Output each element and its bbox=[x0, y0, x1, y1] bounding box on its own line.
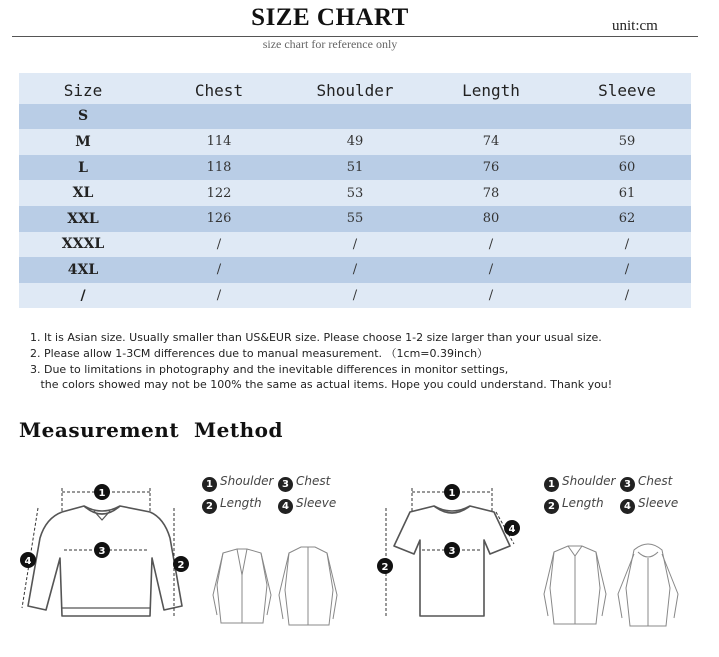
measurement-cell: 80 bbox=[419, 206, 563, 232]
measure-marker-3 bbox=[94, 542, 110, 558]
measurement-cell: / bbox=[563, 257, 691, 283]
column-header: Size bbox=[63, 81, 103, 101]
measurement-cell: / bbox=[488, 236, 494, 252]
note-line: the colors showed may not be 100% the same as actual items. Hope you could understand. Thank you! bbox=[30, 378, 613, 392]
number-2-icon: 2 bbox=[202, 499, 217, 514]
measurement-cell: 118 bbox=[147, 155, 291, 181]
measurement-legend-left bbox=[202, 474, 352, 514]
measurement-cell: 51 bbox=[291, 155, 419, 181]
sweatshirt-diagram bbox=[14, 478, 204, 628]
table-row bbox=[19, 232, 691, 258]
table-row bbox=[19, 180, 691, 206]
tshirt-diagram bbox=[372, 478, 532, 628]
measure-marker-1 bbox=[444, 484, 460, 500]
number-4-icon: 4 bbox=[620, 499, 635, 514]
note-line: 2. Please allow 1-3CM differences due to manual measurement. （1cm=0.39inch） bbox=[30, 346, 489, 360]
measurement-cell: 49 bbox=[346, 134, 364, 150]
measurement-cell: / bbox=[216, 236, 222, 252]
legend-label: Chest bbox=[638, 474, 673, 488]
number-3-icon: 3 bbox=[620, 477, 635, 492]
measurement-cell: / bbox=[291, 257, 419, 283]
column-header: Shoulder bbox=[316, 81, 394, 101]
measurement-cell: 126 bbox=[147, 206, 291, 232]
measurement-cell: 62 bbox=[563, 206, 691, 232]
table-row bbox=[19, 155, 691, 181]
number-1-icon: 1 bbox=[202, 477, 217, 492]
svg-text:4: 4 bbox=[24, 556, 32, 567]
note-line: 3. Due to limitations in photography and the inevitable differences in monitor settings, bbox=[30, 362, 509, 376]
table-row bbox=[19, 206, 691, 232]
sweatshirt-shape bbox=[28, 506, 182, 616]
measurement-cell: 55 bbox=[291, 206, 419, 232]
size-cell: / bbox=[80, 287, 86, 304]
legend-label: Sleeve bbox=[638, 496, 679, 510]
measurement-cell bbox=[291, 104, 419, 130]
measurement-cell: / bbox=[352, 288, 358, 304]
measurement-cell: / bbox=[624, 236, 630, 252]
measure-marker-1 bbox=[94, 484, 110, 500]
measurement-cell: 74 bbox=[482, 134, 500, 150]
size-cell: XL bbox=[72, 185, 94, 202]
size-notes bbox=[30, 330, 612, 393]
legend-label: Chest bbox=[296, 474, 331, 488]
subtitle: size chart for reference only bbox=[262, 37, 398, 51]
size-cell: XXL bbox=[19, 206, 147, 232]
size-cell: M bbox=[75, 133, 91, 150]
zip-jacket-sketch bbox=[285, 547, 333, 625]
measurement-cell: 59 bbox=[618, 134, 636, 150]
number-2-icon: 2 bbox=[544, 499, 559, 514]
unit-label: unit:cm bbox=[612, 18, 658, 34]
measure-marker-3 bbox=[444, 542, 460, 558]
measurement-legend-right bbox=[544, 474, 694, 514]
measurement-cell: / bbox=[488, 288, 494, 304]
measurement-cell: 114 bbox=[206, 134, 232, 150]
measurement-cell: / bbox=[147, 257, 291, 283]
svg-text:4: 4 bbox=[508, 524, 516, 535]
measurement-cell: / bbox=[419, 257, 563, 283]
measurement-cell bbox=[147, 104, 291, 130]
svg-text:2: 2 bbox=[381, 562, 389, 573]
size-cell: S bbox=[19, 104, 147, 130]
tshirt-shape bbox=[394, 506, 510, 616]
column-header: Chest bbox=[194, 81, 244, 101]
measure-marker-2 bbox=[377, 558, 393, 574]
number-4-icon: 4 bbox=[278, 499, 293, 514]
measurement-cell: 122 bbox=[206, 185, 232, 201]
note-line: 1. It is Asian size. Usually smaller than US&EUR size. Please choose 1-2 size larger than your usual size. bbox=[30, 331, 602, 344]
measure-marker-4 bbox=[504, 520, 520, 536]
size-table-container bbox=[19, 73, 691, 308]
measurement-cell: 76 bbox=[419, 155, 563, 181]
legend-label: Shoulder bbox=[220, 474, 274, 488]
number-3-icon: 3 bbox=[278, 477, 293, 492]
size-cell: XXXL bbox=[61, 236, 105, 253]
table-header-row bbox=[19, 78, 691, 104]
measure-marker-4 bbox=[20, 552, 36, 568]
legend-label: Length bbox=[220, 496, 262, 510]
column-header: Length bbox=[462, 81, 520, 101]
page-title: SIZE CHART bbox=[251, 4, 409, 31]
measurement-cell: / bbox=[352, 236, 358, 252]
measurement-cell: 61 bbox=[618, 185, 636, 201]
number-1-icon: 1 bbox=[544, 477, 559, 492]
size-cell: 4XL bbox=[19, 257, 147, 283]
measurement-cell bbox=[419, 104, 563, 130]
svg-text:1: 1 bbox=[448, 488, 456, 499]
jacket-sketches-left bbox=[205, 545, 345, 630]
size-cell: L bbox=[19, 155, 147, 181]
measure-marker-2 bbox=[173, 556, 189, 572]
column-header: Sleeve bbox=[598, 81, 656, 101]
measurement-cell: / bbox=[624, 288, 630, 304]
table-row bbox=[19, 283, 691, 309]
measurement-cell bbox=[563, 104, 691, 130]
measurement-cell: 53 bbox=[346, 185, 364, 201]
svg-text:3: 3 bbox=[448, 546, 456, 557]
table-row bbox=[19, 129, 691, 155]
legend-label: Sleeve bbox=[296, 496, 337, 510]
svg-text:3: 3 bbox=[98, 546, 106, 557]
measurement-cell: 78 bbox=[482, 185, 500, 201]
table-row bbox=[19, 104, 691, 130]
svg-text:1: 1 bbox=[98, 488, 106, 499]
jacket-sketches-right bbox=[538, 540, 688, 630]
svg-text:2: 2 bbox=[177, 560, 185, 571]
table-row bbox=[19, 257, 691, 283]
legend-label: Length bbox=[562, 496, 604, 510]
measurement-title: Measurement Method bbox=[19, 418, 283, 442]
measurement-cell: / bbox=[216, 288, 222, 304]
size-table bbox=[19, 78, 691, 308]
legend-label: Shoulder bbox=[562, 474, 616, 488]
measurement-cell: 60 bbox=[563, 155, 691, 181]
